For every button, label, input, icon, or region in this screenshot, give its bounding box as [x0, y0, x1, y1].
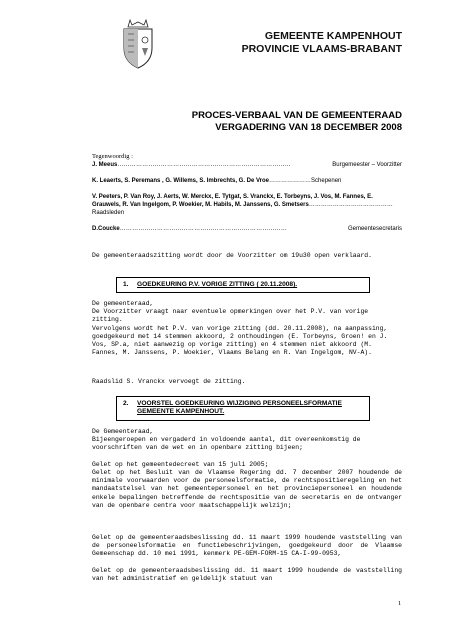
- aldermen-names: K. Leaerts, S. Peremans , G. Willems, S. Imbrechts, G. De Vroe: [92, 178, 270, 184]
- agenda-item-2-title-line1: VOORSTEL GOEDKEURING WIJZIGING PERSONEELSFORMATIE: [137, 400, 342, 407]
- agenda-item-1-number: 1.: [123, 281, 129, 288]
- agenda-item-2-number: 2.: [123, 400, 129, 407]
- council-dots: ……………………………………: [308, 202, 393, 208]
- minutes-title: [192, 110, 402, 134]
- attendance-section: [92, 153, 402, 233]
- agenda-item-1-box: [116, 277, 370, 293]
- aldermen-dots: …………………: [269, 178, 312, 184]
- agenda-item-2-intro: De Gemeenteraad, Bijeengeroepen en vergaderd in voldoende aantal, dit overeenkomstig de voorschriften van de wet en in openbare zitting bijeen;: [92, 428, 361, 452]
- chair-row: [92, 161, 402, 169]
- chair-dots: …………………………………………………………………………: [117, 162, 291, 168]
- agenda-item-2-paragraph-1: Gelet op het gemeentedecreet van 15 juli 2005;: [92, 461, 269, 468]
- municipality-name: GEMEENTE KAMPENHOUT: [264, 30, 402, 42]
- agenda-item-2-paragraph-2: Gelet op het Besluit van de Vlaamse Regering dd. 7 december 2007 houdende de minimale voorwaarden voor de personeelsformatie, de rechtspositieregeling en het mandaatstelsel van het gemeentepersoneel en het provinciepersoneel en houdende enkele bepalingen betreffende de rechtspositie van de secretaris en de ontvanger van de openbare centra voor maatschappelijk welzijn;: [92, 469, 402, 509]
- opening-paragraph: De gemeenteraadszitting wordt door de Voorzitter om 19u30 open verklaard.: [92, 252, 372, 259]
- agenda-item-2-title-line2: GEMEENTE KAMPENHOUT.: [137, 408, 225, 416]
- aldermen-row: [92, 177, 402, 185]
- secretary-dots: ………………………………………………………………………: [119, 226, 288, 232]
- aldermen-role: Schepenen: [311, 178, 342, 184]
- minutes-title-line1: PROCES-VERBAAL VAN DE GEMEENTERAAD: [191, 110, 402, 121]
- secretary-name: D.Coucke: [92, 226, 120, 232]
- agenda-item-2-box: [116, 396, 370, 421]
- attendance-intro: Tegenwoordig :: [92, 153, 133, 160]
- municipality-heading: [242, 30, 402, 56]
- secretary-role: Gemeentesecretaris: [347, 226, 402, 232]
- minutes-title-line2: VERGADERING VAN 18 DECEMBER 2008: [215, 122, 402, 133]
- province-name: PROVINCIE VLAAMS-BRABANT: [241, 43, 402, 55]
- secretary-row: [92, 225, 402, 233]
- page-number: 1: [398, 600, 402, 607]
- coat-of-arms-icon: [118, 18, 158, 70]
- agenda-item-1-title: GOEDKEURING P.V. VORIGE ZITTING ( 20.11.2008).: [137, 281, 298, 288]
- agenda-item-1-text: De gemeenteraad, De Voorzitter vraagt naar eventuele opmerkingen over het P.V. van vorige zitting. Vervolgens wordt het P.V. van vorige zitting (dd. 20.11.2008), na aanpassing, goedgekeurd met 14 stemmen akkoord, 2 onthoudingen (E. Torbeyns, Groen! en J. Vos, SP.a, niet aanwezig op vorige zitting) en 4 stemmen niet akkoord (M. Fannes, M. Janssens, P. Woekier, Vlaams Belang en R. Van Ingelgom, NV-A).: [92, 300, 388, 357]
- council-role: Raadsleden: [92, 210, 125, 216]
- council-row: [92, 193, 402, 217]
- chair-role: Burgemeester – Voorzitter: [332, 162, 402, 168]
- agenda-item-2-paragraph-4: Gelet op de gemeenteraadsbeslissing dd. 11 maart 1999 houdende de vaststelling van het administratief en geldelijk statuut van: [92, 567, 402, 583]
- agenda-item-2-paragraph-3: Gelet op de gemeenteraadsbeslissing dd. 11 maart 1999 houdende vaststelling van de personeelsformatie en functiebeschrijvingen, goedgekeurd door de Vlaamse Gemeenschap dd. 10 mei 1991, kenmerk PE-GEM-FORM-15 CA-I-99-0953,: [92, 534, 402, 558]
- agenda-item-1-note: Raadslid S. Vranckx vervoegt de zitting.: [92, 378, 246, 385]
- chair-name: J. Meeus: [92, 162, 118, 168]
- council-names: V. Peeters, P. Van Roy, J. Aerts, W. Merckx, E. Tytgat, S. Vranckx, E. Torbeyns, J. Vos, M. Fannes, E. Grauwels, R. Van Ingelgom, P. Woekier, M. Habils, M. Janssens, G. Smetsers: [92, 194, 373, 208]
